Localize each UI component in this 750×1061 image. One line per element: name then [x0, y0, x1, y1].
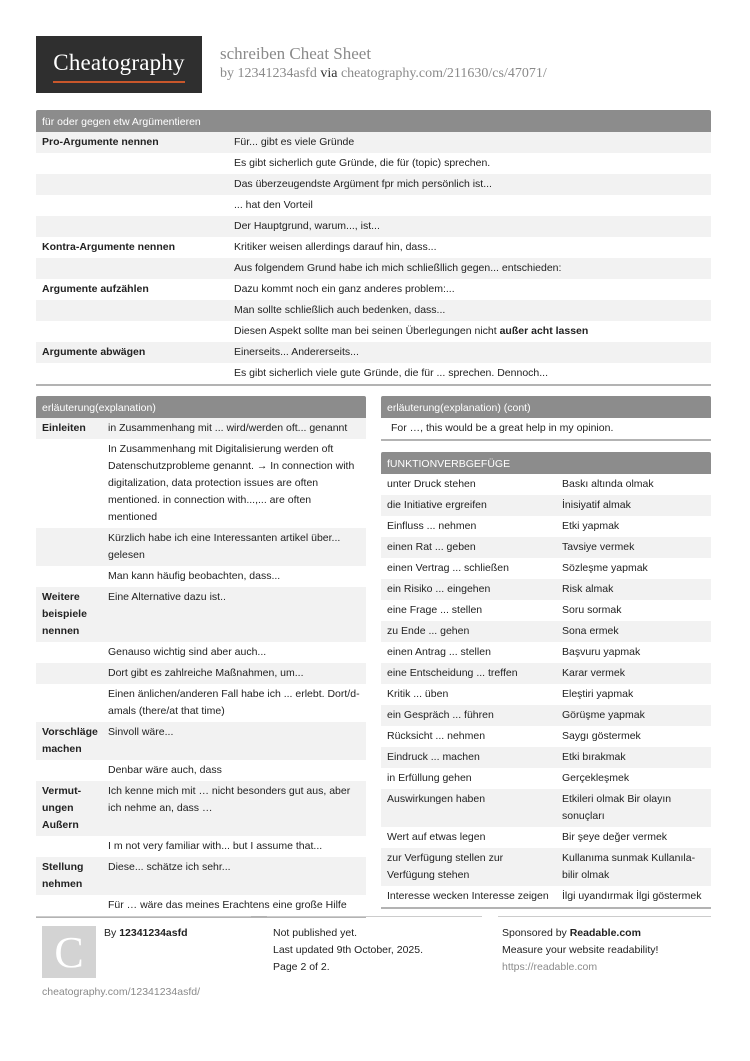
- table-row: [36, 663, 366, 684]
- table-row: [381, 886, 711, 907]
- row-value: [556, 827, 711, 848]
- sheet-url-link[interactable]: cheatography.com/211630/cs/47071/: [340, 66, 547, 81]
- row-key: [36, 174, 228, 195]
- table-row: [36, 528, 366, 566]
- row-value: [556, 663, 711, 684]
- row-key: [36, 153, 228, 174]
- section-title: erläuterung(explanation) (cont): [381, 396, 711, 418]
- section-title: erläuterung(explanation): [36, 396, 366, 418]
- row-key: [36, 760, 102, 781]
- row-value-text: Sona ermek: [562, 625, 619, 637]
- section-rows: [381, 418, 711, 439]
- row-key: Einleiten: [42, 422, 86, 434]
- row-value-text: Ich kenne mich mit … nicht besonders gut aus, aber ich nehme an, dass …: [108, 785, 351, 814]
- row-value-text: Einen änlichen/anderen Fall habe ich ... erlebt. Dort/d-amals (there/at that time): [108, 688, 360, 717]
- table-row: [36, 216, 711, 237]
- row-key: [36, 363, 228, 384]
- table-row: [36, 587, 366, 642]
- row-value-text: Man kann häufig beobachten, dass...: [108, 570, 281, 582]
- author-avatar[interactable]: C: [42, 926, 96, 978]
- row-value-text: Etki yapmak: [562, 520, 620, 532]
- row-value: [556, 747, 711, 768]
- row-key: Weitere beispiele nennen: [42, 591, 87, 637]
- row-value: [228, 258, 711, 279]
- row-value: [102, 642, 366, 663]
- row-value: [556, 516, 711, 537]
- row-key: Argumente abwägen: [42, 346, 146, 358]
- footer-profile-link[interactable]: cheatography.com/12341234asfd/: [42, 986, 201, 998]
- row-value: [228, 216, 711, 237]
- row-value: [556, 474, 711, 495]
- row-value: [556, 621, 711, 642]
- row-key: die Initiative ergreifen: [387, 499, 487, 511]
- section-footer-line: [381, 907, 711, 909]
- table-row: [381, 684, 711, 705]
- row-key: [36, 836, 102, 857]
- row-key: Einfluss ... nehmen: [387, 520, 477, 532]
- sponsor-prefix: Sponsored by: [502, 927, 567, 939]
- row-key: [36, 258, 228, 279]
- row-value-text: Tavsiye vermek: [562, 541, 635, 553]
- footer-updated: Last updated 9th October, 2025.: [273, 944, 424, 956]
- table-row: [381, 663, 711, 684]
- row-value-text: İlgi uyandırmak İlgi göstermek: [562, 890, 702, 902]
- section-footer-line: [381, 439, 711, 441]
- row-value-text: Görüşme yapmak: [562, 709, 645, 721]
- author-link[interactable]: 12341234asfd: [237, 66, 317, 81]
- row-key: Argumente aufzählen: [42, 283, 149, 295]
- row-value-text: Sinvoll wäre...: [108, 726, 174, 738]
- table-row: [36, 418, 366, 439]
- table-row: [381, 726, 711, 747]
- row-value: [102, 439, 366, 528]
- table-row: [36, 195, 711, 216]
- table-row: [36, 781, 366, 836]
- table-row: [381, 705, 711, 726]
- footer-author-link[interactable]: 12341234asfd: [119, 927, 188, 939]
- row-value: [102, 760, 366, 781]
- row-key: Rücksicht ... nehmen: [387, 730, 486, 742]
- section-title: fUNKTIONVERBGEFÜGE: [381, 452, 711, 474]
- row-value-text: Kritiker weisen allerdings darauf hin, dass...: [234, 241, 437, 253]
- row-value: [556, 886, 711, 907]
- row-value: [228, 300, 711, 321]
- table-row: [36, 321, 711, 342]
- row-value-text: Bir şeye değer vermek: [562, 831, 668, 843]
- row-value-text: For …, this would be a great help in my opinion.: [391, 422, 614, 434]
- section-funktionsverbgefuege: [381, 452, 711, 909]
- row-key: Wert auf etwas legen: [387, 831, 486, 843]
- table-row: [381, 558, 711, 579]
- row-value-text: in Zusammenhang mit ... wird/werden oft... genannt: [108, 422, 348, 434]
- row-key: unter Druck stehen: [387, 478, 476, 490]
- row-key: [36, 195, 228, 216]
- row-key: zur Verfügung stellen zur Verfügung stehen: [387, 852, 504, 881]
- footer-divider: [267, 916, 482, 917]
- table-row: [36, 342, 711, 363]
- row-value: [228, 363, 711, 384]
- row-value: [556, 848, 711, 886]
- logo-underline: [53, 81, 185, 83]
- row-value-text: Genauso wichtig sind aber auch...: [108, 646, 267, 658]
- sheet-title: schreiben Cheat Sheet: [220, 44, 372, 63]
- row-value: [228, 132, 711, 153]
- row-value-text: Eine Alternative dazu ist..: [108, 591, 226, 603]
- row-value: [228, 342, 711, 363]
- row-value: [556, 684, 711, 705]
- row-value: [228, 237, 711, 258]
- table-row: [381, 537, 711, 558]
- table-row: [381, 579, 711, 600]
- row-value-text: Saygı göstermek: [562, 730, 641, 742]
- table-row: [381, 516, 711, 537]
- table-row: [381, 789, 711, 827]
- row-key: eine Entscheidung ... treffen: [387, 667, 518, 679]
- row-value: [556, 537, 711, 558]
- table-row: [36, 895, 366, 916]
- section-rows: [381, 474, 711, 907]
- table-row: [36, 722, 366, 760]
- table-row: [36, 174, 711, 195]
- footer-divider: [36, 916, 251, 917]
- row-key: [36, 566, 102, 587]
- table-row: [36, 153, 711, 174]
- row-value-text: ... hat den Vorteil: [234, 199, 313, 211]
- row-key: in Erfüllung gehen: [387, 772, 472, 784]
- row-value: [556, 495, 711, 516]
- row-key: [36, 663, 102, 684]
- row-value-text: Man sollte schließlich auch bedenken, dass...: [234, 304, 446, 316]
- table-row: [381, 747, 711, 768]
- row-value-text: Diese... schätze ich sehr...: [108, 861, 231, 873]
- table-row: [381, 495, 711, 516]
- row-key: [36, 439, 102, 528]
- table-row: [36, 439, 366, 528]
- row-key: [36, 321, 228, 342]
- row-value: [556, 558, 711, 579]
- row-value-text: Etkileri olmak Bir olayın sonuçları: [562, 793, 672, 822]
- section-rows: [36, 132, 711, 384]
- row-value: [228, 174, 711, 195]
- table-row: [36, 279, 711, 300]
- section-erlaeuterung: [36, 396, 366, 918]
- row-value: [228, 195, 711, 216]
- row-value: [381, 418, 711, 439]
- row-key: einen Antrag ... stellen: [387, 646, 491, 658]
- table-row: [36, 760, 366, 781]
- row-value: [102, 857, 366, 895]
- sponsor-tagline: Measure your website readability!: [502, 944, 659, 956]
- row-value: [102, 836, 366, 857]
- row-value: [556, 768, 711, 789]
- footer-divider: [498, 916, 711, 917]
- row-value: [102, 781, 366, 836]
- table-row: [381, 621, 711, 642]
- row-value-text: Dort gibt es zahlreiche Maßnahmen, um...: [108, 667, 304, 679]
- footer-page-number: Page 2 of 2.: [273, 961, 330, 973]
- section-title: für oder gegen etw Argümentieren: [36, 110, 711, 132]
- table-row: [381, 600, 711, 621]
- section-footer-line: [36, 384, 711, 386]
- table-row: [36, 566, 366, 587]
- row-value-text: Etki bırakmak: [562, 751, 626, 763]
- table-row: [381, 642, 711, 663]
- row-key: Interesse wecken Interesse zeigen: [387, 890, 549, 902]
- row-value-text: Einerseits... Andererseits...: [234, 346, 359, 358]
- row-value: [228, 153, 711, 174]
- table-row: [36, 684, 366, 722]
- row-value-text: I m not very familiar with... but I assume that...: [108, 840, 323, 852]
- sponsor-url-link[interactable]: https://readable.com: [502, 961, 598, 973]
- row-value: [556, 579, 711, 600]
- row-value: [102, 663, 366, 684]
- row-value-text: Eleştiri yapmak: [562, 688, 634, 700]
- section-erlaeuterung-cont: [381, 396, 711, 441]
- row-value-text: Karar vermek: [562, 667, 626, 679]
- row-value: [556, 726, 711, 747]
- row-key: einen Rat ... geben: [387, 541, 476, 553]
- row-key: Stellung nehmen: [42, 861, 84, 890]
- table-row: [36, 300, 711, 321]
- row-key: eine Frage ... stellen: [387, 604, 483, 616]
- row-value-text: Kullanıma sunmak Kullanıla-bilir olmak: [562, 852, 696, 881]
- table-row: [36, 132, 711, 153]
- row-value-text: In Zusammenhang mit Digitalisierung werden oft Datenschutzprobleme genannt. → In connection with digitalization, data protection issues are often mentioned. in connection with...,... are often mentioned: [108, 443, 355, 523]
- row-value-text: Soru sormak: [562, 604, 622, 616]
- row-value-text: Für... gibt es viele Gründe: [234, 136, 355, 148]
- row-key: Kritik ... üben: [387, 688, 449, 700]
- row-value-text: Gerçekleşmek: [562, 772, 630, 784]
- row-value-text: Başvuru yapmak: [562, 646, 641, 658]
- section-rows: [36, 418, 366, 916]
- table-row: [36, 237, 711, 258]
- row-key: [36, 216, 228, 237]
- row-value: [228, 321, 711, 342]
- table-row: [381, 827, 711, 848]
- table-row: [381, 848, 711, 886]
- footer-sponsor: [502, 925, 641, 942]
- row-key: [36, 642, 102, 663]
- table-row: [36, 857, 366, 895]
- row-value-text: Baskı altında olmak: [562, 478, 654, 490]
- row-key: Pro-Argumente nennen: [42, 136, 159, 148]
- row-value: [102, 684, 366, 722]
- row-value: [556, 600, 711, 621]
- row-key: einen Vertrag ... schließen: [387, 562, 509, 574]
- row-key: [36, 300, 228, 321]
- page-footer: [36, 916, 711, 1016]
- row-value-text: Es gibt sicherlich gute Gründe, die für (topic) sprechen.: [234, 157, 491, 169]
- row-value-text: Aus folgendem Grund habe ich mich schließllich gegen... entschieden:: [234, 262, 562, 274]
- logo-text: Cheatography: [53, 50, 185, 75]
- row-value-text: Diesen Aspekt sollte man bei seinen Überlegungen nicht: [234, 325, 500, 337]
- table-row: [36, 836, 366, 857]
- row-value-text: Kürzlich habe ich eine Interessanten artikel über... gelesen: [108, 532, 341, 561]
- row-key: [36, 895, 102, 916]
- row-key: zu Ende ... gehen: [387, 625, 470, 637]
- row-key: [36, 684, 102, 722]
- via-label: via: [320, 66, 338, 81]
- table-row: [36, 363, 711, 384]
- row-key: ein Risiko ... eingehen: [387, 583, 491, 595]
- row-value: [102, 566, 366, 587]
- row-value: [102, 587, 366, 642]
- row-value-text: İnisiyatif almak: [562, 499, 631, 511]
- row-key: Kontra-Argumente nennen: [42, 241, 176, 253]
- row-value-text: Denbar wäre auch, dass: [108, 764, 222, 776]
- row-value: [102, 528, 366, 566]
- row-key: Eindruck ... machen: [387, 751, 480, 763]
- row-key: [36, 528, 102, 566]
- table-row: [36, 642, 366, 663]
- row-value-text: Es gibt sicherlich viele gute Gründe, die für ... sprechen. Dennoch...: [234, 367, 549, 379]
- row-value-text: Risk almak: [562, 583, 614, 595]
- table-row: [381, 768, 711, 789]
- row-value-text: Dazu kommt noch ein ganz anderes problem:...: [234, 283, 455, 295]
- row-value: [556, 789, 711, 827]
- section-argumentieren: [36, 110, 711, 386]
- row-value: [102, 722, 366, 760]
- row-value-text: Für … wäre das meines Erachtens eine große Hilfe: [108, 899, 347, 911]
- table-row: [36, 258, 711, 279]
- row-value-emphasis: außer acht lassen: [499, 325, 589, 337]
- row-value-text: Der Hauptgrund, warum..., ist...: [234, 220, 380, 232]
- row-value: [556, 705, 711, 726]
- cheatography-logo[interactable]: [36, 36, 202, 93]
- row-value: [102, 895, 366, 916]
- row-key: Auswirkungen haben: [387, 793, 486, 805]
- row-value: [556, 642, 711, 663]
- row-key: Vermut-ungen Außern: [42, 785, 82, 831]
- by-prefix: by: [220, 66, 234, 81]
- footer-published: Not published yet.: [273, 927, 358, 939]
- row-key: Vorschläge machen: [42, 726, 98, 755]
- row-value: [228, 279, 711, 300]
- row-value-text: Sözleşme yapmak: [562, 562, 648, 574]
- sheet-byline: [220, 66, 547, 82]
- table-row: [381, 418, 711, 439]
- sponsor-link[interactable]: Readable.com: [569, 927, 641, 939]
- table-row: [381, 474, 711, 495]
- row-value-text: Das überzeugendste Argüment fpr mich persönlich ist...: [234, 178, 492, 190]
- row-value: [102, 418, 366, 439]
- footer-author: [104, 925, 188, 942]
- footer-by-label: By: [104, 927, 117, 939]
- row-key: ein Gespräch ... führen: [387, 709, 494, 721]
